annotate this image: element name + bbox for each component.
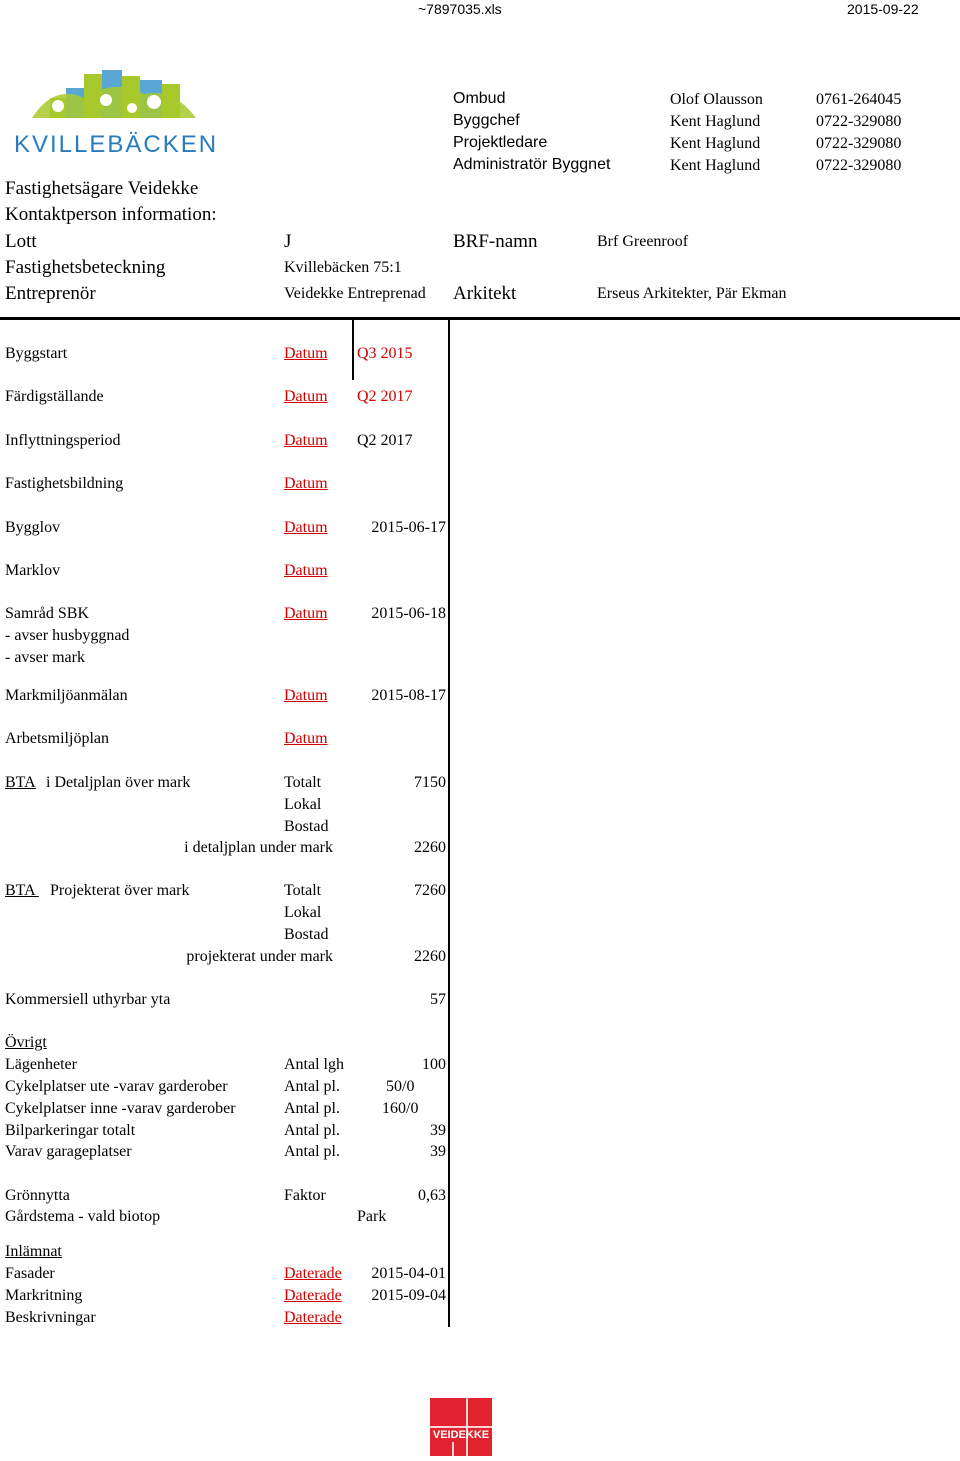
bta-under-label: i detaljplan under mark (184, 839, 333, 856)
date-row-label: Marklov (5, 562, 61, 579)
kvillebacken-logo-graphic (14, 70, 219, 160)
inlamnat-heading: Inlämnat (5, 1243, 62, 1260)
date-row-label: Färdigställande (5, 388, 104, 405)
date-row-value: Q3 2015 (357, 345, 413, 362)
entreprenor-value: Veidekke Entreprenad (284, 285, 426, 302)
date-row-value: 2015-08-17 (371, 687, 446, 704)
ovrigt-row-value: 39 (430, 1143, 446, 1160)
owner: Fastighetsägare Veidekke (5, 178, 199, 199)
kvillebacken-logo (14, 70, 219, 160)
ovrigt-row-unit: Antal pl. (284, 1078, 340, 1095)
lott-label: Lott (5, 231, 37, 252)
contact-role: Administratör Byggnet (453, 156, 611, 173)
contact-phone: 0722-329080 (816, 157, 902, 174)
ovrigt-heading: Övrigt (5, 1034, 47, 1051)
date-row-value: 2015-06-17 (371, 519, 446, 536)
gardsstema-value: Park (357, 1208, 387, 1225)
brf-value: Brf Greenroof (597, 233, 689, 250)
bta-bostad-label: Bostad (284, 926, 329, 943)
date-row-label: Fastighetsbildning (5, 475, 124, 492)
veidekke-logo-graphic (430, 1398, 492, 1456)
bta-title: i Detaljplan över mark (46, 774, 191, 791)
datum-link[interactable]: Datum (284, 730, 328, 747)
date-row-value: Q2 2017 (357, 388, 413, 405)
contact-name: Kent Haglund (670, 157, 761, 174)
samrad-sub-item: - avser husbyggnad (5, 627, 130, 644)
bta-totalt-value: 7260 (414, 882, 446, 899)
contact-name: Kent Haglund (670, 135, 761, 152)
bta-lokal-label: Lokal (284, 904, 322, 921)
section-divider (0, 317, 960, 320)
datum-link[interactable]: Datum (284, 562, 328, 579)
samrad-sub-item: - avser mark (5, 649, 85, 666)
contact-role: Projektledare (453, 134, 548, 151)
inlamnat-row-value: 2015-04-01 (371, 1265, 446, 1282)
gronnytta-value: 0,63 (418, 1187, 446, 1204)
gronnytta-label: Grönnytta (5, 1187, 70, 1204)
date-row-label: Markmiljöanmälan (5, 687, 128, 704)
ovrigt-row-unit: Antal pl. (284, 1143, 340, 1160)
column-line-right (448, 320, 450, 1327)
bta-totalt-label: Totalt (284, 774, 322, 791)
date-row-label: Bygglov (5, 519, 61, 536)
bta-under-label: projekterat under mark (186, 948, 333, 965)
ovrigt-row-unit: Antal pl. (284, 1100, 340, 1117)
ovrigt-row-value: 160/0 (382, 1100, 419, 1117)
ovrigt-row-unit: Antal lgh (284, 1056, 344, 1073)
daterade-link[interactable]: Daterade (284, 1265, 342, 1282)
fastighet-value: Kvillebäcken 75:1 (284, 259, 402, 276)
bta-prefix: BTA (5, 882, 39, 899)
contact-phone: 0722-329080 (816, 113, 902, 130)
date-row-label: Samråd SBK (5, 605, 89, 622)
contact-info-label: Kontaktperson information: (5, 204, 217, 225)
arkitekt-value: Erseus Arkitekter, Pär Ekman (597, 285, 787, 302)
ovrigt-row-value: 39 (430, 1122, 446, 1139)
date-row-label: Inflyttningsperiod (5, 432, 121, 449)
arkitekt-label: Arkitekt (453, 283, 517, 304)
inlamnat-row-label: Fasader (5, 1265, 55, 1282)
ovrigt-row-value: 50/0 (386, 1078, 415, 1095)
date-row-label: Arbetsmiljöplan (5, 730, 109, 747)
logo-text: KVILLEBÄCKEN (14, 131, 219, 158)
date-row-value: Q2 2017 (357, 432, 413, 449)
column-line-left (352, 320, 354, 380)
datum-link[interactable]: Datum (284, 345, 328, 362)
veidekke-logo-text: VEIDEKKE (432, 1429, 490, 1441)
gronnytta-unit: Faktor (284, 1187, 326, 1204)
daterade-link[interactable]: Daterade (284, 1309, 342, 1326)
entreprenor-label: Entreprenör (5, 283, 96, 304)
contact-role: Ombud (453, 90, 506, 107)
bta-totalt-value: 7150 (414, 774, 446, 791)
ovrigt-row-label: Varav garageplatser (5, 1143, 132, 1160)
bta-totalt-label: Totalt (284, 882, 322, 899)
date-row-label: Byggstart (5, 345, 68, 362)
daterade-link[interactable]: Daterade (284, 1287, 342, 1304)
datum-link[interactable]: Datum (284, 519, 328, 536)
bta-lokal-label: Lokal (284, 796, 322, 813)
date-row-value: 2015-06-18 (371, 605, 446, 622)
file-name: ~7897035.xls (418, 1, 502, 17)
datum-link[interactable]: Datum (284, 605, 328, 622)
contact-phone: 0761-264045 (816, 91, 902, 108)
inlamnat-row-label: Beskrivningar (5, 1309, 96, 1326)
kommersiell-value: 57 (430, 991, 446, 1008)
bta-title: Projekterat över mark (50, 882, 190, 899)
inlamnat-row-label: Markritning (5, 1287, 83, 1304)
datum-link[interactable]: Datum (284, 475, 328, 492)
bta-under-value: 2260 (414, 839, 446, 856)
fastighet-label: Fastighetsbeteckning (5, 257, 166, 278)
lott-value: J (284, 231, 292, 252)
ovrigt-row-label: Lägenheter (5, 1056, 77, 1073)
bta-under-value: 2260 (414, 948, 446, 965)
print-date: 2015-09-22 (847, 1, 919, 17)
contact-role: Byggchef (453, 112, 520, 129)
veidekke-logo (430, 1398, 492, 1456)
ovrigt-row-label: Cykelplatser inne -varav garderober (5, 1100, 236, 1117)
inlamnat-row-value: 2015-09-04 (371, 1287, 446, 1304)
brf-label: BRF-namn (453, 231, 538, 252)
datum-link[interactable]: Datum (284, 388, 328, 405)
bta-prefix: BTA (5, 774, 36, 791)
kommersiell-label: Kommersiell uthyrbar yta (5, 991, 171, 1008)
ovrigt-row-label: Cykelplatser ute -varav garderober (5, 1078, 228, 1095)
gardsstema-label: Gårdstema - vald biotop (5, 1208, 161, 1225)
bta-bostad-label: Bostad (284, 818, 329, 835)
datum-link[interactable]: Datum (284, 432, 328, 449)
ovrigt-row-label: Bilparkeringar totalt (5, 1122, 136, 1139)
contact-name: Olof Olausson (670, 91, 763, 108)
contact-name: Kent Haglund (670, 113, 761, 130)
ovrigt-row-value: 100 (422, 1056, 446, 1073)
ovrigt-row-unit: Antal pl. (284, 1122, 340, 1139)
datum-link[interactable]: Datum (284, 687, 328, 704)
contact-phone: 0722-329080 (816, 135, 902, 152)
